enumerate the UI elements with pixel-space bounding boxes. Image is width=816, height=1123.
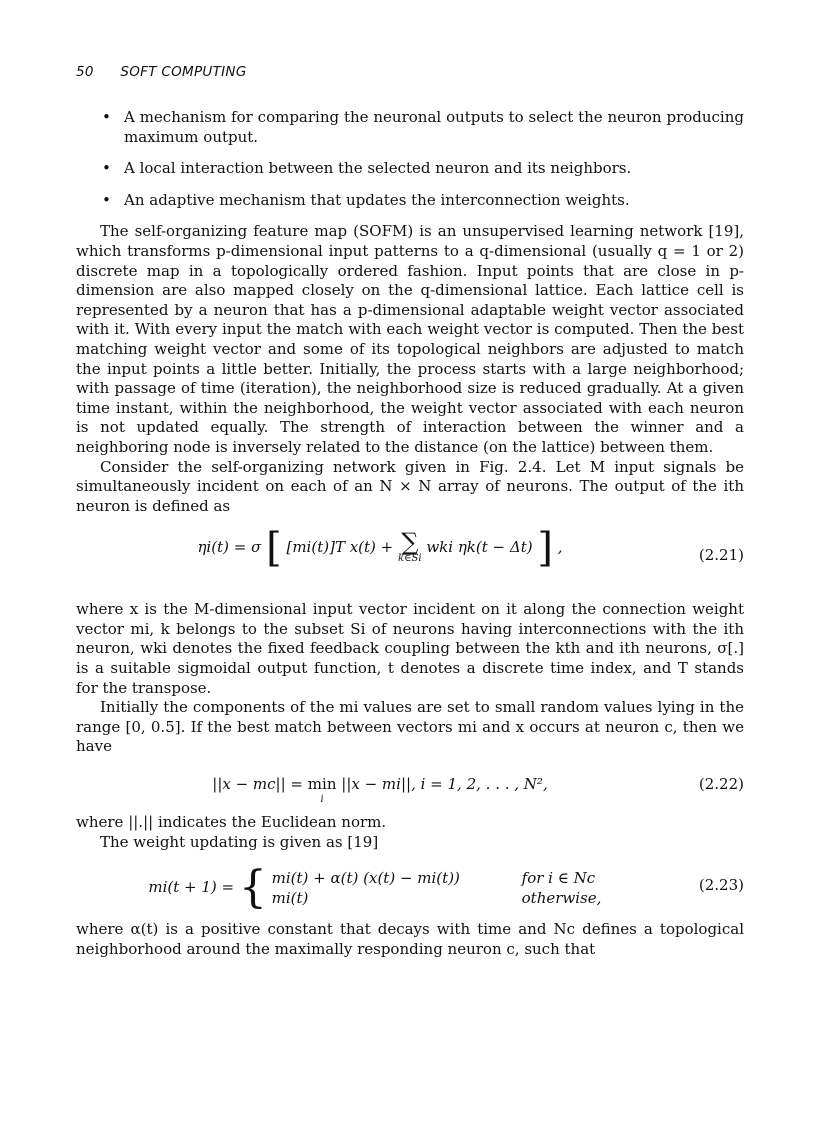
bracket-open-icon: [ [266, 525, 282, 572]
equation-number: (2.22) [698, 775, 744, 794]
min-subscript: i [320, 793, 324, 805]
paragraph-symbol-definitions: where x is the M-dimensional input vector incident on it along the connection weight vector mi, k belongs to the subset Si of neurons having interconnections with the ith neuron, wki denotes the fixed feedback coupling between the kth and ith neurons, σ[.] is a suitable sigmoidal output function, t denotes a discrete time index, and T stands for the transpose. [76, 600, 744, 697]
brace-open-icon: { [238, 862, 267, 914]
case-condition: for i ∈ Nc [521, 869, 596, 888]
min-word: min [307, 775, 337, 794]
equation-2-22 [76, 769, 744, 803]
page-body [76, 108, 744, 959]
case-row [272, 868, 612, 888]
eq222-rhs: ||x − mi||, i = 1, 2, . . . , N², [341, 775, 548, 794]
eq222-lhs: ||x − mc|| = [212, 775, 304, 794]
equation-2-23-body [136, 862, 624, 914]
running-title: SOFT COMPUTING [120, 64, 247, 80]
bullet-dot-icon: • [102, 159, 111, 178]
case-condition: otherwise, [521, 889, 602, 908]
paragraph-weight-update: The weight updating is given as [19] [100, 832, 379, 851]
running-header [76, 64, 247, 80]
case-expression: mi(t) [271, 889, 309, 908]
sum-subscript: k∈Si [398, 553, 422, 565]
bullet-item [76, 159, 744, 179]
eq221-trail: , [557, 538, 563, 557]
page-number: 50 [76, 64, 94, 80]
bullet-item [76, 191, 744, 211]
case-table [272, 868, 612, 908]
sigma-sum-symbol: ∑ [401, 528, 419, 557]
paragraph-neighborhood: where α(t) is a positive constant that decays with time and Nc defines a topological neighborhood around the maximally responding neuron c, such that [76, 920, 744, 958]
equation-2-23 [76, 862, 744, 914]
bullet-text: An adaptive mechanism that updates the interconnection weights. [124, 190, 630, 209]
eq221-term2: wki ηk(t − Δt) [426, 538, 533, 557]
bullet-dot-icon: • [102, 190, 111, 209]
bullet-item [76, 108, 744, 147]
paragraph-initialization: Initially the components of the mi values are set to small random values lying in the range [0, 0.5]. If the best match between vectors mi and x occurs at neuron c, then we have [76, 698, 744, 756]
bullet-text: A local interaction between the selected neuron and its neighbors. [124, 159, 632, 178]
paragraph-network-output: Consider the self-organizing network given in Fig. 2.4. Let M input signals be simultaneously incident on each of an N × N array of neurons. The output of the ith neuron is defined as [76, 457, 744, 515]
equation-number: (2.21) [698, 546, 744, 565]
summation [398, 528, 422, 565]
bullet-text: A mechanism for comparing the neuronal outputs to select the neuron producing maximum output. [124, 108, 744, 146]
eq221-lhs: ηi(t) = σ [197, 538, 262, 557]
bullet-dot-icon: • [102, 108, 111, 126]
paragraph-norm: where ||.|| indicates the Euclidean norm. [76, 813, 387, 832]
eq221-term1: [mi(t)]T x(t) + [286, 538, 394, 557]
paragraph-sofm-intro: The self-organizing feature map (SOFM) is an unsupervised learning network [19], which transforms p-dimensional input patterns to a q-dimensional (usually q = 1 or 2) discrete map in a topologically ordered fashion. Input points that are close in p-dimension are also mapped closely on the q-dimensional lattice. Each lattice cell is represented by a neuron that has a p-dimensional adaptable weight vector associated with it. With every input the match with each weight vector is computed. Then the best matching weight vector and some of its topological neighbors are adjusted to match the input points a little better. Initially, the process starts with a large neighborhood; with passage of time (iteration), the neighborhood size is reduced gradually. At a given time instant, within the neighborhood, the weight vector associated with each neuron is not updated equally. The strength of interaction between the winner and a neighboring node is inversely related to the distance (on the lattice) between them. [76, 222, 744, 456]
equation-2-22-body [136, 775, 624, 805]
min-operator [308, 775, 337, 805]
eq223-lhs: mi(t + 1) = [148, 878, 235, 897]
bracket-close-icon: ] [537, 525, 553, 572]
equation-2-21 [76, 525, 744, 590]
case-row [272, 888, 612, 908]
equation-number: (2.23) [698, 876, 744, 895]
case-expression: mi(t) + α(t) (x(t) − mi(t)) [271, 869, 460, 888]
equation-2-21-body [136, 525, 624, 572]
